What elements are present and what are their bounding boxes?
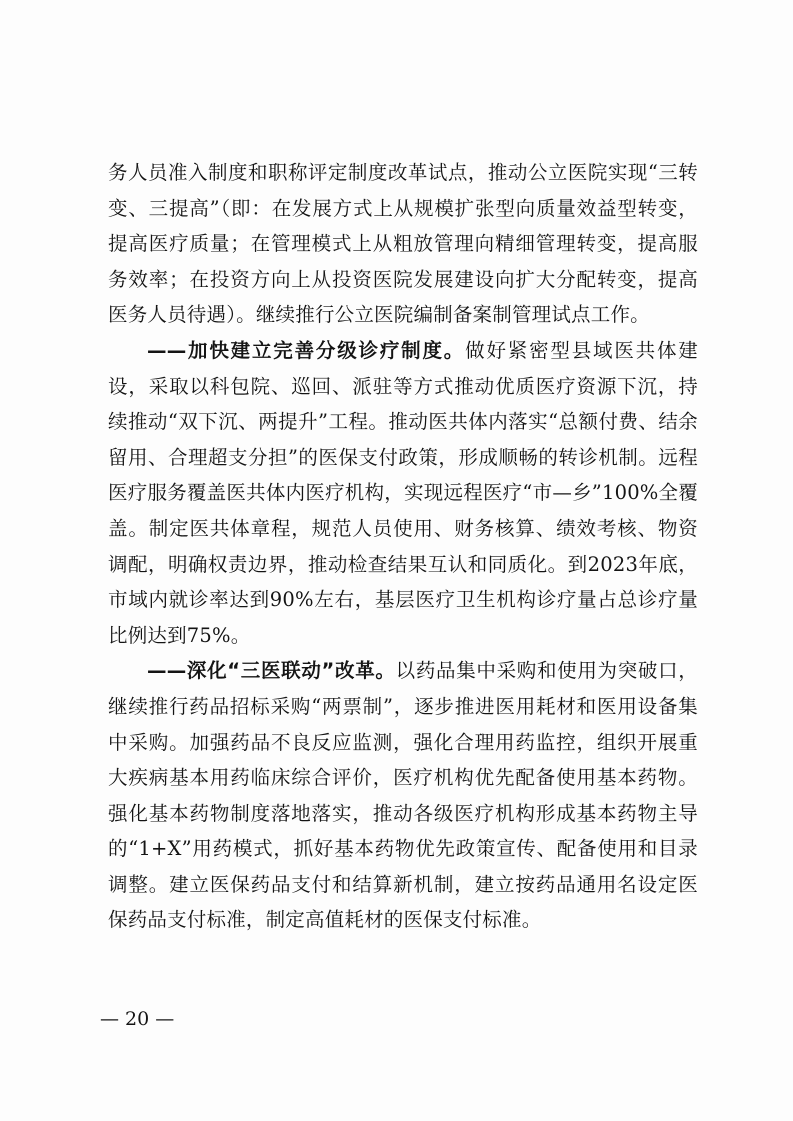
- page-number: — 20 —: [100, 1008, 175, 1030]
- paragraph-2: [108, 333, 698, 653]
- paragraph-3-heading: ——深化“三医联动”改革。: [147, 659, 396, 683]
- paragraph-2-heading: ——加快建立完善分级诊疗制度。: [147, 338, 466, 362]
- paragraph-1-text: 务人员准入制度和职称评定制度改革试点，推动公立医院实现“三转变、三提高”（即：在发展方式上从规模扩张型向质量效益型转变，提高医疗质量；在管理模式上从粗放管理向精细管理转变，提高服务效率；在投资方向上从投资医院发展建设向扩大分配转变，提高医务人员待遇）。继续推行公立医院编制备案制管理试点工作。: [108, 161, 698, 327]
- body-text: [108, 155, 698, 938]
- paragraph-3: [108, 653, 698, 938]
- paragraph-2-text: 做好紧密型县域医共体建设，采取以科包院、巡回、派驻等方式推动优质医疗资源下沉，持续推动“双下沉、两提升”工程。推动医共体内落实“总额付费、结余留用、合理超支分担”的医保支付政策，形成顺畅的转诊机制。远程医疗服务覆盖医共体内医疗机构，实现远程医疗“市—乡”100%全覆盖。制定医共体章程，规范人员使用、财务核算、绩效考核、物资调配，明确权责边界，推动检查结果互认和同质化。到2023年底，市域内就诊率达到90%左右，基层医疗卫生机构诊疗量占总诊疗量比例达到75%。: [108, 338, 698, 647]
- paragraph-3-text: 以药品集中采购和使用为突破口，继续推行药品招标采购“两票制”，逐步推进医用耗材和医用设备集中采购。加强药品不良反应监测，强化合理用药监控，组织开展重大疾病基本用药临床综合评价，医疗机构优先配备使用基本药物。强化基本药物制度落地落实，推动各级医疗机构形成基本药物主导的“1+X”用药模式，抓好基本药物优先政策宣传、配备使用和目录调整。建立医保药品支付和结算新机制，建立按药品通用名设定医保药品支付标准，制定高值耗材的医保支付标准。: [108, 659, 698, 932]
- paragraph-1: [108, 155, 698, 333]
